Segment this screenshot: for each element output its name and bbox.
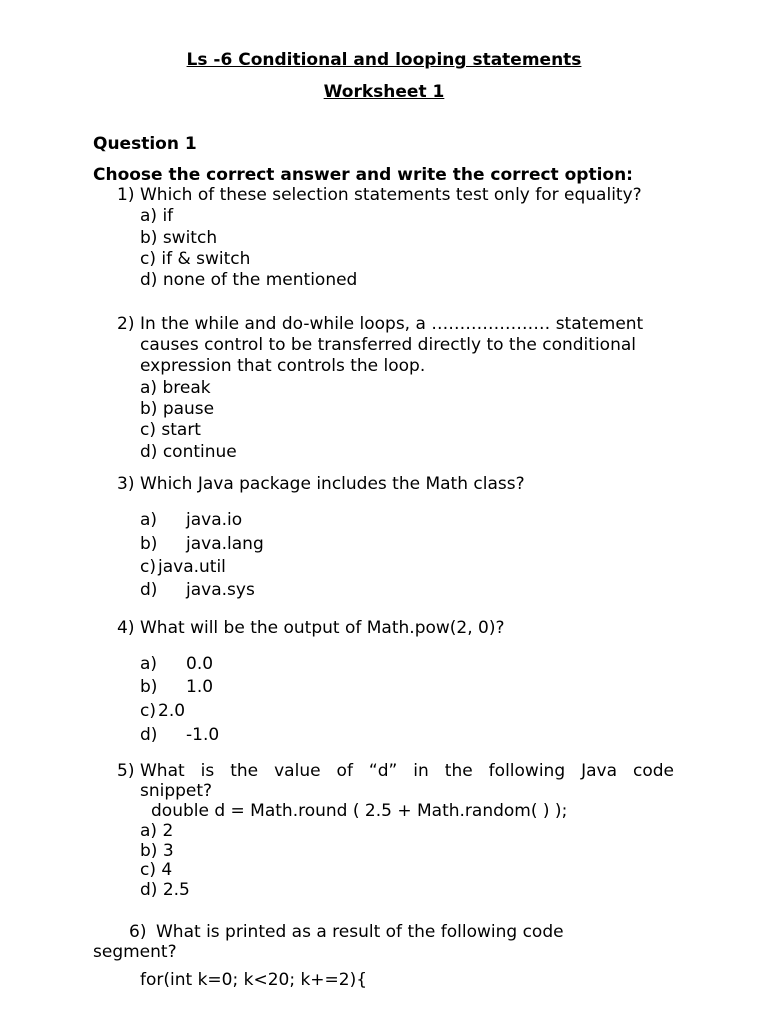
q6-text-line-1: What is printed as a result of the following code <box>156 922 564 942</box>
q3-option-a-value: java.io <box>186 510 243 530</box>
q1-option-d: d) none of the mentioned <box>140 270 358 290</box>
q3-option-b-value: java.lang <box>186 534 264 554</box>
q3-number: 3) <box>117 474 135 494</box>
instruction: Choose the correct answer and write the correct option: <box>93 165 633 185</box>
q4-option-a-value: 0.0 <box>186 654 214 674</box>
q5-option-c: c) 4 <box>140 860 173 880</box>
q1-text: Which of these selection statements test only for equality? <box>140 185 642 205</box>
q1-option-c: c) if & switch <box>140 249 251 269</box>
q5-option-d: d) 2.5 <box>140 880 190 900</box>
q3-text: Which Java package includes the Math class? <box>140 474 525 494</box>
q5-option-a: a) 2 <box>140 821 174 841</box>
q2-text-line-1: In the while and do-while loops, a ………………… statement <box>140 314 644 334</box>
q3-option-a-label: a) <box>140 510 158 530</box>
q5-code: double d = Math.round ( 2.5 + Math.random( ) ); <box>151 801 568 821</box>
q4-option-a-label: a) <box>140 654 158 674</box>
q2-option-a: a) break <box>140 378 211 398</box>
q5-option-b: b) 3 <box>140 841 174 861</box>
q1-option-a: a) if <box>140 206 174 226</box>
q6-text-line-2: segment? <box>93 942 177 962</box>
q2-text-line-3: expression that controls the loop. <box>140 356 426 376</box>
q4-option-c-value: 2.0 <box>158 701 186 721</box>
q4-number: 4) <box>117 618 135 638</box>
q3-option-b-label: b) <box>140 534 158 554</box>
q1-number: 1) <box>117 185 135 205</box>
page-title: Ls -6 Conditional and looping statements <box>186 50 582 70</box>
q3-option-c-label: c) <box>140 557 156 577</box>
q4-option-d-label: d) <box>140 725 158 745</box>
page-subtitle: Worksheet 1 <box>323 82 445 102</box>
q5-text-line-2: snippet? <box>140 781 213 801</box>
q3-option-c-value: java.util <box>158 557 226 577</box>
q6-code: for(int k=0; k<20; k+=2){ <box>140 970 368 990</box>
question-heading: Question 1 <box>93 134 197 154</box>
q3-option-d-value: java.sys <box>186 580 255 600</box>
q4-option-d-value: -1.0 <box>186 725 220 745</box>
q4-option-b-label: b) <box>140 677 158 697</box>
q6-number: 6) <box>129 922 147 942</box>
q2-text-line-2: causes control to be transferred directly to the conditional <box>140 335 636 355</box>
q5-text-line-1: What is the value of “d” in the following Java code <box>140 761 674 781</box>
q4-option-b-value: 1.0 <box>186 677 214 697</box>
q4-option-c-label: c) <box>140 701 156 721</box>
q2-option-b: b) pause <box>140 399 215 419</box>
q5-number: 5) <box>117 761 135 781</box>
q2-option-d: d) continue <box>140 442 237 462</box>
q3-option-d-label: d) <box>140 580 158 600</box>
q1-option-b: b) switch <box>140 228 218 248</box>
q2-number: 2) <box>117 314 135 334</box>
q4-text: What will be the output of Math.pow(2, 0)? <box>140 618 505 638</box>
q2-option-c: c) start <box>140 420 201 440</box>
